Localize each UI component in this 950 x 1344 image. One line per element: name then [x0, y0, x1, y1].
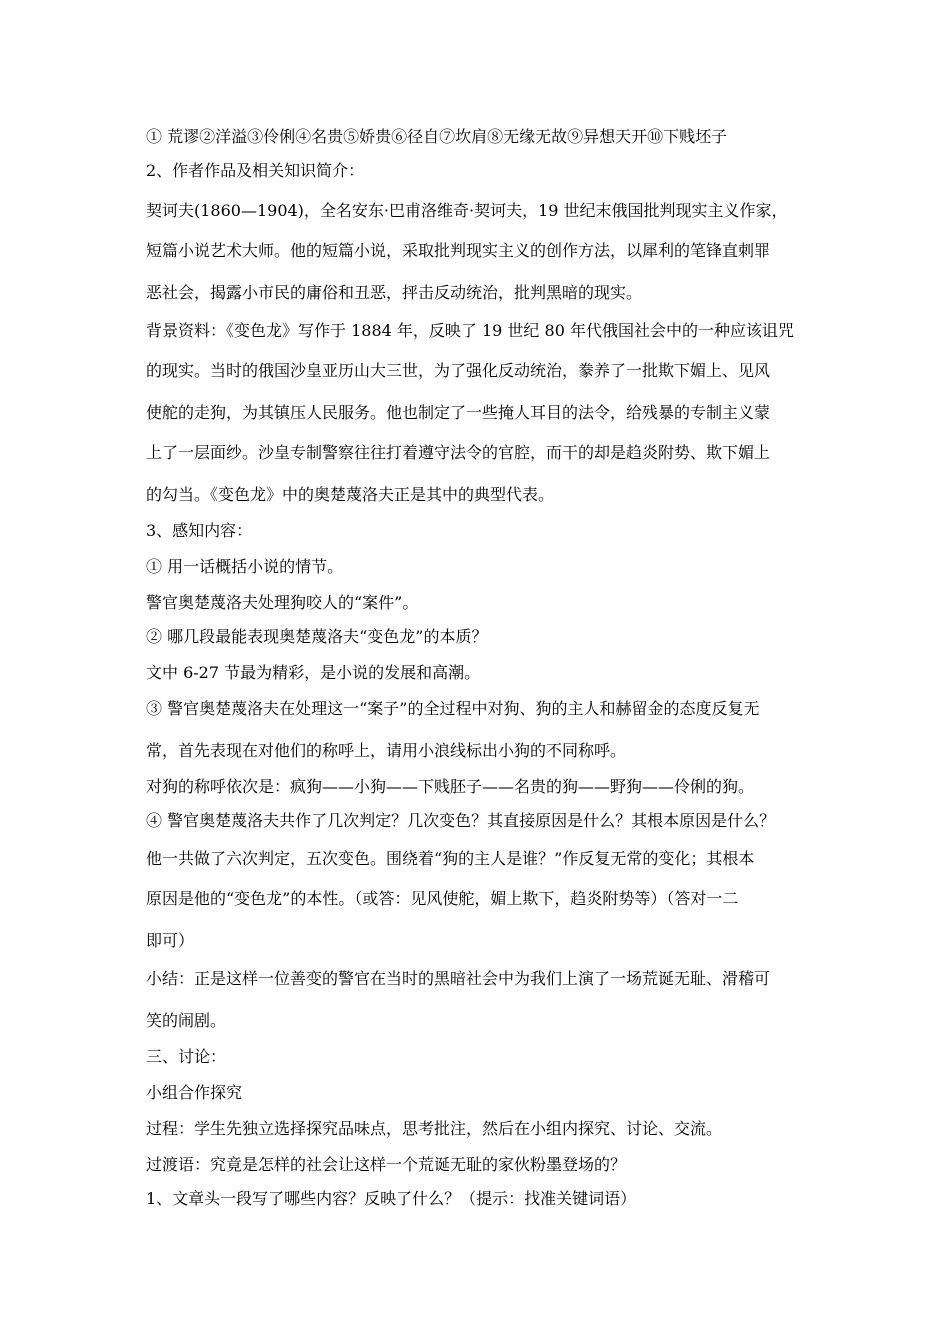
background-line-2: 的现实。当时的俄国沙皇亚历山大三世，为了强化反动统治，豢养了一批欺下媚上、见风: [146, 361, 771, 380]
section-heading-perceive: 3、感知内容：: [146, 521, 253, 540]
author-intro-line-3: 恶社会，揭露小市民的庸俗和丑恶，抨击反动统治，批判黑暗的现实。: [146, 283, 643, 302]
question-1: ① 用一话概括小说的情节。: [146, 557, 344, 576]
answer-4-line-3: 即可）: [146, 931, 195, 950]
background-line-1: 背景资料：《变色龙》写作于 1884 年，反映了 19 世纪 80 年代俄国社会中的一种应该诅咒: [146, 321, 794, 340]
summary-line-2: 笑的闹剧。: [146, 1011, 227, 1030]
section-heading-discussion: 三、讨论：: [146, 1047, 227, 1066]
process-text: 过程：学生先独立选择探究品味点，思考批注，然后在小组内探究、讨论、交流。: [146, 1119, 723, 1138]
answer-3: 对狗的称呼依次是：疯狗——小狗——下贱胚子——名贵的狗——野狗——伶俐的狗。: [146, 777, 755, 796]
vocab-list: ① 荒谬②洋溢③伶俐④名贵⑤娇贵⑥径自⑦坎肩⑧无缘无故⑨异想天开⑩下贱坯子: [146, 127, 728, 146]
author-intro-line-2: 短篇小说艺术大师。他的短篇小说，采取批判现实主义的创作方法，以犀利的笔锋直刺罪: [146, 241, 771, 260]
section-heading-author: 2、作者作品及相关知识简介：: [146, 161, 365, 180]
summary-line-1: 小结：正是这样一位善变的警官在当时的黑暗社会中为我们上演了一场荒诞无耻、滑稽可: [146, 969, 771, 988]
author-intro-line-1: 契诃夫(1860—1904)，全名安东·巴甫洛维奇·契诃夫，19 世纪末俄国批判现实主义作家，: [146, 201, 788, 220]
group-inquiry: 小组合作探究: [146, 1083, 243, 1102]
question-4: ④ 警官奥楚蔑洛夫共作了几次判定？几次变色？其直接原因是什么？其根本原因是什么？: [146, 811, 776, 830]
answer-1: 警官奥楚蔑洛夫处理狗咬人的“案件”。: [146, 593, 419, 612]
discussion-question-1: 1、文章头一段写了哪些内容？反映了什么？（提示：找准关键词语）: [146, 1189, 637, 1208]
question-3-line-2: 常，首先表现在对他们的称呼上，请用小浪线标出小狗的不同称呼。: [146, 741, 627, 760]
question-3-line-1: ③ 警官奥楚蔑洛夫在处理这一“案子”的全过程中对狗、狗的主人和赫留金的态度反复无: [146, 699, 760, 718]
answer-4-line-2: 原因是他的“变色龙”的本性。（或答：见风使舵，媚上欺下，趋炎附势等）（答对一二: [146, 889, 739, 908]
question-2: ② 哪几段最能表现奥楚蔑洛夫“变色龙”的本质？: [146, 627, 488, 646]
transition-text: 过渡语：究竟是怎样的社会让这样一个荒诞无耻的家伙粉墨登场的？: [146, 1155, 627, 1174]
answer-4-line-1: 他一共做了六次判定，五次变色。围绕着“狗的主人是谁？”作反复无常的变化；其根本: [146, 849, 755, 868]
background-line-3: 使舵的走狗，为其镇压人民服务。他也制定了一些掩人耳目的法令，给残暴的专制主义蒙: [146, 403, 771, 422]
answer-2: 文中 6-27 节最为精彩，是小说的发展和高潮。: [146, 663, 481, 682]
background-line-5: 的勾当。《变色龙》中的奥楚蔑洛夫正是其中的典型代表。: [146, 485, 555, 504]
background-line-4: 上了一层面纱。沙皇专制警察往往打着遵守法令的官腔，而干的却是趋炎附势、欺下媚上: [146, 443, 771, 462]
